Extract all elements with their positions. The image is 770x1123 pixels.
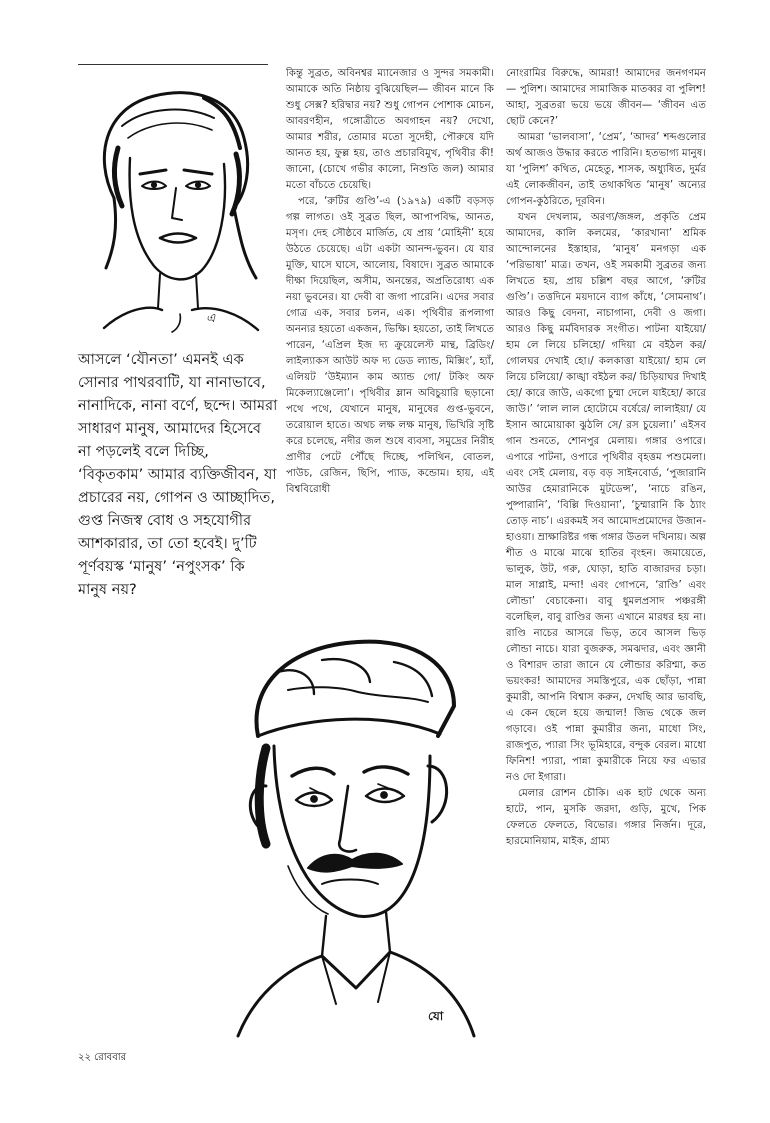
article-paragraph: কিন্তু সুব্রত, অবিনশ্বর ম্যানেজার ও সুন্দর সমকামী। আমাকে অতি নিষ্ঠায় বুঝিয়েছিল— জীবন মানে কি শুধু সেক্স? হরিদ্বার নয়? শুধু গোপন পোশাক মোচন, আবরণহীন, গঙ্গোত্রীতে অবগাহন নয়? দেখো, আমার শরীর, তোমার মতো সুদেহী, পৌরুষে যদি আনত হয়, ফুল্ল হয়, তাও প্রচারবিমুখ, পৃথিবীর কী! জানো, (চোখে গভীর কালো, নিশুতি জল) আমার মতো বাঁচতে চেয়েছি।: [286, 68, 494, 191]
top-rule: [78, 64, 268, 65]
article-column-right: [506, 66, 706, 850]
pull-quote: [78, 348, 278, 601]
sketch-signature-bottom: যো: [428, 1009, 444, 1023]
sketch-signature-top: এ: [206, 311, 216, 325]
pull-quote-text: আসলে ‘যৌনতা’ এমনই এক সোনার পাথরবাটি, যা নানাভাবে, নানাদিকে, নানা বর্ণে, ছন্দে। আমরা সাধারণ মানুষ, আমাদের হিসেবে না পড়লেই বলে দিচ্ছি, ‘বিকৃতকাম’ আমার ব্যক্তিজীবন, যা প্রচারের নয়, গোপন ও আচ্ছাদিত, গুপ্ত নিজস্ব বোধ ও সহযোগীর আশকারার, তা তো হবেই। দু’টি পূর্ণবয়স্ক ‘মানুষ’ ‘নপুংসক’ কি মানুষ নয়?: [78, 351, 278, 598]
article-paragraph: নোংরামির বিরুদ্ধে, আমরা! আমাদের জনগণমন— পুলিশ। আমাদের সামাজিক মাতব্বর বা পুলিশ! আহা, সুব্রতরা ভয়ে ভয়ে জীবন— ‘জীবন এত ছোট কেনে?’: [506, 68, 706, 127]
portrait-sketch-top: [84, 78, 266, 336]
page-folio: ২২ রোববার: [78, 1052, 127, 1063]
article-paragraph: পরে, ‘রুটির গুণ্ডি’-এ (১৯৭৯) একটি বড়সড় গল্প লাগত। ওই সুব্রত ছিল, আপাপবিদ্ধ, আনত, মসৃণ। দেহ সৌষ্ঠবে মার্জিত, যে প্রায় ‘মোহিনী’ হয়ে উঠতে চেয়েছে। এটা একটা আনন্দ-ভুবন। যে যার মুক্তি, ঘাসে ঘাসে, আলোয়, বিষাদে। সুব্রত আমাকে দীক্ষা দিয়েছিল, অসীম, অনন্তের, অপ্রতিরোধ্য এক নয়া ভুবনের। যা দেবী বা জগা পারেনি। এদের সবার গোত্র এক, সবার চলন, এক। পৃথিবীর রূপলাগা অনন্যর হয়তো একজন, ভিক্ষি। হয়তো, তাই লিখতে পারেন, ‘এপ্রিল ইজ দ্য ক্রুয়েলেস্ট মান্থ, ব্রিডিং/ লাইল্যাকস আউট অফ দ্য ডেড ল্যান্ড, মিক্সিং’, হ্যাঁ, এলিয়ট ‘উইম্যান কাম অ্যান্ড গো/ টকিং অফ মিকেল্যাঞ্জেলো’। পৃথিবীর ম্লান অবিচুয়ারি ছড়ানো পথে পথে, যেখানে মানুষ, মানুষের গুপ্ত-ভুবনে, তরোয়াল হাতে। অথচ লক্ষ লক্ষ মানুষ, ভিখিরি সৃষ্টি করে চলেছে, নদীর জল শুষে ব্যবসা, সমুদ্রের নিরীহ প্রাণীর পেটে পৌঁছে দিচ্ছে, পলিথিন, বোতল, পাউচ, রেজিন, ছিপি, প্যাড, কন্ডোম। হায়, এই বিশ্ববিরোধী: [286, 196, 494, 495]
article-column-middle: [286, 66, 494, 498]
article-paragraph: মেলার রোশন চৌকি। এক হাট থেকে অন্য হাটে, পান, মুসকি জরদা, গুড়ি, মুখে, পিক ফেলতে ফেলতে, বিভোর। গঙ্গার নির্জন। দূরে, হারমোনিয়াম, মাইক, গ্রাম্য: [506, 788, 706, 847]
portrait-sketch-bottom: [218, 616, 488, 1046]
article-paragraph: আমরা ‘ভালবাসা’, ‘প্রেম’, ‘আদর’ শব্দগুলোর অর্থ আজও উদ্ধার করতে পারিনি। হতভাগ্য মানুষ। যা ‘পুলিশ’ কথিত, মেহেতু, শাসক, অধ্যুষিত, দুর্মর এই লোকজীবন, তাই তথাকথিত ‘মানুষ’ অন্যের গোপন-কুঠরিতে, দূরবিন।: [506, 132, 706, 207]
article-paragraph: যখন দেখলাম, অরণ্য/জঙ্গল, প্রকৃতি প্রেম আমাদের, কালি কলমের, ‘কারখানা’ শ্রমিক আন্দোলনের ইস্তাহার, ‘মানুষ’ মনগড়া এক ‘পরিভাষা’ মাত্র। তখন, ওই সমকামী সুব্রতর জন্য লিখতে হয়, প্রায় চল্লিশ বছর আগে, ‘রুটির গুণ্ডি’। তত্তদিনে ময়দানে ব্যাগ কাঁধে, ‘সোমনাথ’। আরও কিছু বেদনা, নাচাগানা, দেবী ও জগা। আরও কিছু মর্মবিদারক সংগীত। পাটনা যাইয়ো/ হাম লে লিয়ে চলিহো/ গদিয়া মে বইঠল কর/ গোলঘর দেখাই হো।/ কলকাত্তা যাইয়ো/ হাম লে লিয়ে চলিয়ো/ কাঙ্খা বইঠল কর/ চিড়িয়াঘর দিখাই হো/ কারে জাউ, একগো চুম্মা দেলে যাইহো/ কারে জাউ।’ ‘লাল লাল হোটোমে বর্ষেরে/ লালাইয়া/ যে ইসান আমোয়াকা ঝুঠলি সে/ রস চুয়েলা।’ এইসব গান শুনতে, শোনপুর মেলায়। গঙ্গার ওপারে। এপারে পাটনা, ওপারে পৃথিবীর বৃহত্তম পশুমেলা। এবং সেই মেলায়, বড় বড় সাইনবোর্ড, ‘পুজারানি আউর হেমারানিকে মুটডেন্স’, ‘নাচে রঙিন, পুষ্পারানি’, ‘বিল্লি দিওয়ানা’, ‘চুম্মারানি কি ঠ্যাং তোড় নাচ’। এরকমই সব আমোদপ্রমোদের উজান-হাওয়া। ম্রাক্ষারিষ্টর গন্ধ গঙ্গার উতল দখিনায়। অল্প শীত ও মাঝে মাঝে হাতির বৃংহন। জমায়েতে, ভালুক, উট, গরু, ঘোড়া, হাতি বাজারদর চড়া। মাল সাপ্লাই, মন্দা! এবং গোপনে, ‘রাণ্ডি’ এবং লৌন্ডা’ বেচাকেনা। বাবু ধুমলপ্রসাদ পঞ্চরঙ্গী বলেছিল, বাবু রাণ্ডির জন্য এখানে মারধর হয় না। রাণ্ডি নাচের আসরে ভিড়, তবে আসল ভিড় লৌন্ডা নাচে। যারা বুজরুক, সমঝদার, এবং জ্ঞানী ও বিশারদ তারা জানে যে লৌন্ডার করিশ্মা, কত ভয়ংকর! আমাদের সমস্তিপুরে, এক ছোঁড়া, পান্না কুমারী, আপনি বিশ্বাস করুন, দেখছি আর ভাবছি, এ কেন ছেলে হয়ে জন্মাল! জিভ থেকে জল গড়াবে। ওই পান্না কুমারীর জন্য, মাধো সিং, রাজপুত, প্যারা সিং ভূমিহারে, বন্দুক বেরল। মাধো ফিনিশ! প্যারা, পান্না কুমারীকে নিয়ে ফর এভার নও দো ইগারা।: [506, 212, 706, 783]
